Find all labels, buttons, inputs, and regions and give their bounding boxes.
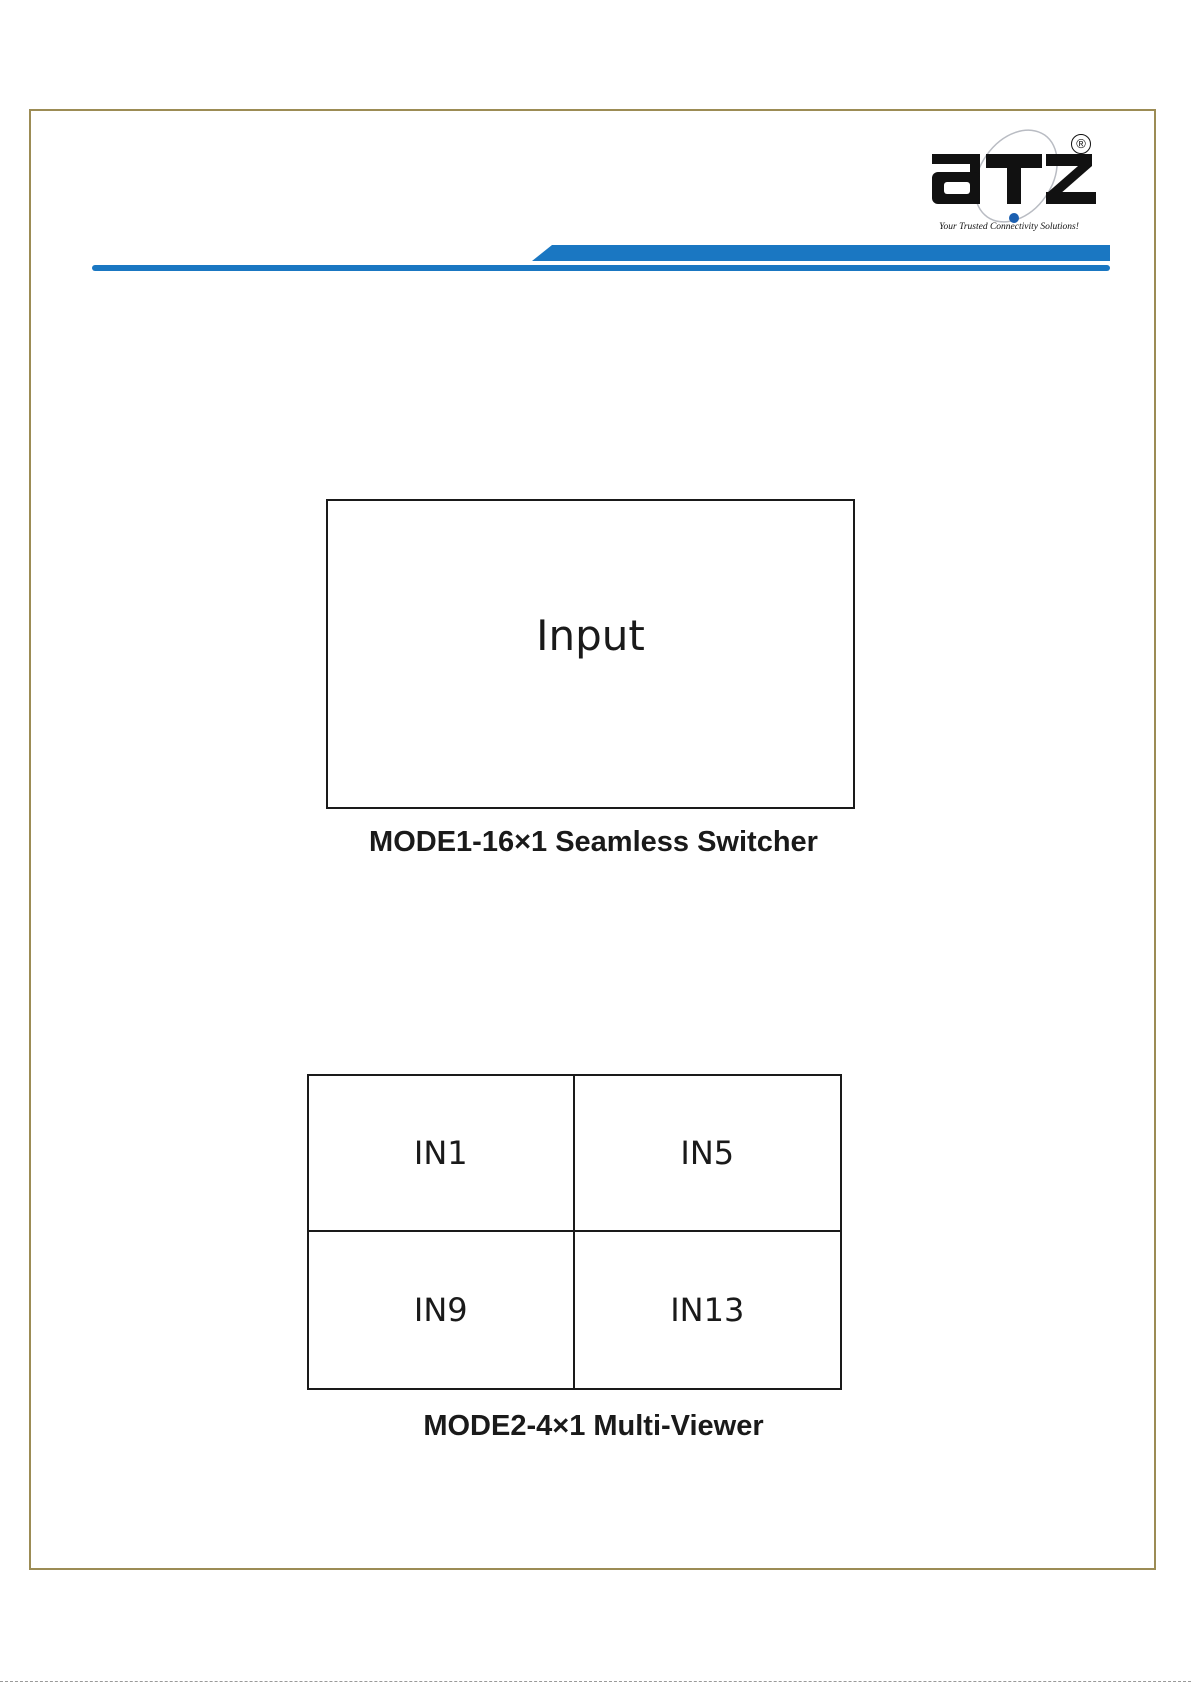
grid-cell-in5: IN5 bbox=[575, 1076, 841, 1232]
mode2-diagram-grid bbox=[307, 1074, 842, 1390]
mode1-diagram-box bbox=[326, 499, 855, 809]
mode2-caption: MODE2-4×1 Multi-Viewer bbox=[423, 1410, 764, 1442]
footer-dashed-rule bbox=[0, 1681, 1191, 1682]
mode1-input-label: Input bbox=[536, 611, 645, 660]
grid-cell-in13: IN13 bbox=[670, 1291, 745, 1329]
page-header bbox=[0, 0, 1191, 280]
grid-cell-in1: IN1 bbox=[309, 1076, 575, 1232]
grid-cell-in9: IN9 bbox=[309, 1232, 575, 1388]
mode1-caption: MODE1-16×1 Seamless Switcher bbox=[369, 826, 818, 858]
registered-trademark-symbol: ® bbox=[1071, 134, 1091, 154]
logo-tagline: Your Trusted Connectivity Solutions! bbox=[939, 222, 1079, 232]
